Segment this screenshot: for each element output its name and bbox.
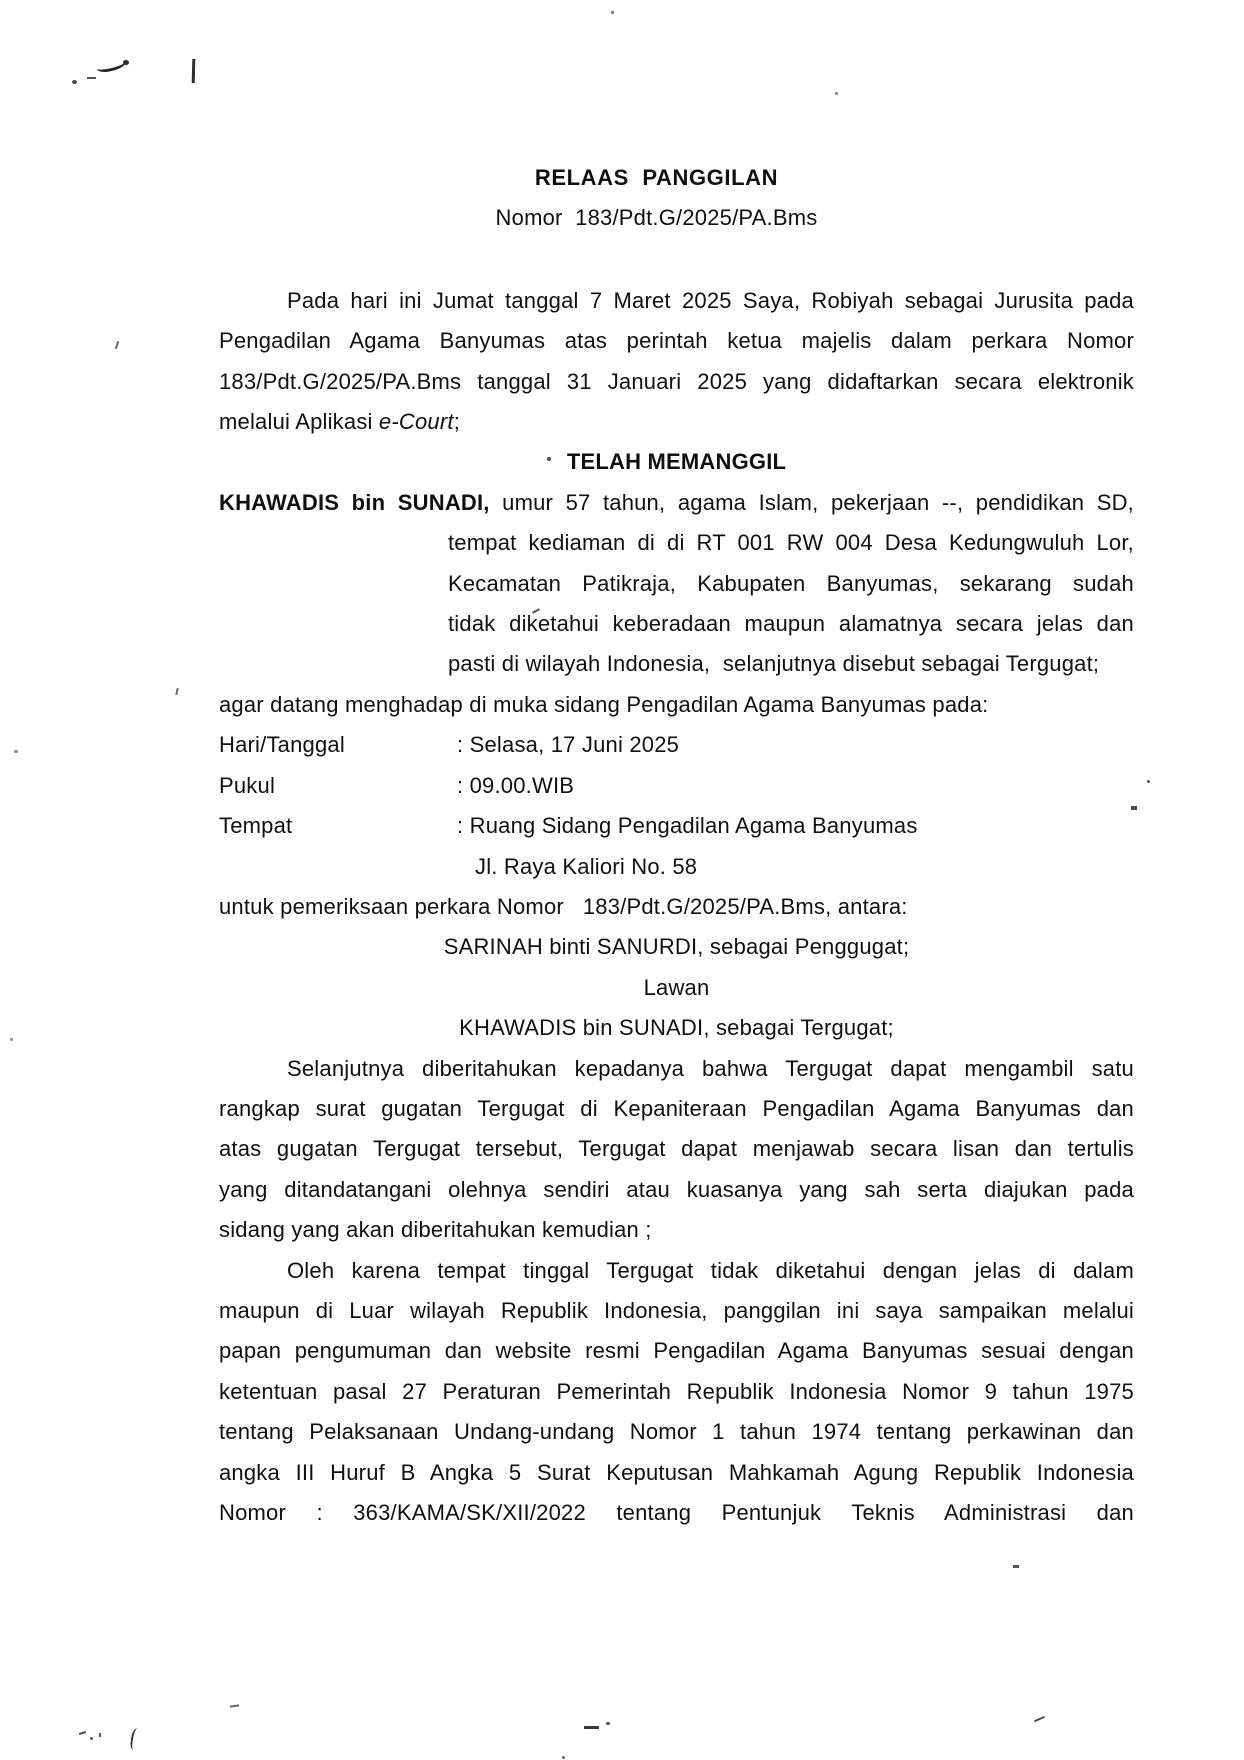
opening-line: Pada hari ini Jumat tanggal 7 Maret 2025 Saya, Robiyah sebagai Jurusita pada	[287, 287, 1134, 313]
publication-line: ketentuan pasal 27 Peraturan Pemerintah Republik Indonesia Nomor 9 tahun 1975	[219, 1378, 1134, 1404]
scan-artifact	[562, 1756, 565, 1759]
defendant-identity-line	[219, 483, 1134, 523]
notice-line: Selanjutnya diberitahukan kepadanya bahwa Tergugat dapat mengambil satu	[287, 1055, 1134, 1081]
document-title: RELAAS PANGGILAN	[534, 165, 779, 190]
ecourt-italic: e-Court	[378, 409, 454, 435]
notice-line: rangkap surat gugatan Tergugat di Kepaniteraan Pengadilan Agama Banyumas dan	[219, 1095, 1134, 1121]
memanggil-heading: TELAH MEMANGGIL	[566, 449, 787, 475]
publication-line: Oleh karena tempat tinggal Tergugat tidak diketahui dengan jelas di dalam	[287, 1257, 1134, 1283]
publication-line: maupun di Luar wilayah Republik Indonesia, panggilan ini saya sampaikan melalui	[219, 1297, 1134, 1323]
defendant-identity-line: tempat kediaman di di RT 001 RW 004 Desa Kedungwuluh Lor,	[448, 530, 1134, 556]
schedule-label: Pukul	[219, 772, 276, 798]
defendant-identity	[219, 483, 1134, 685]
opening-line	[219, 402, 1134, 442]
defendant-identity-line: Kecamatan Patikraja, Kabupaten Banyumas, sekarang sudah	[448, 570, 1134, 596]
schedule-row	[219, 806, 1134, 846]
schedule-value: : 09.00.WIB	[457, 772, 575, 798]
schedule-value: : Selasa, 17 Juni 2025	[457, 732, 680, 758]
schedule-label: Hari/Tanggal	[219, 732, 345, 758]
summon-line: agar datang menghadap di muka sidang Pengadilan Agama Banyumas pada:	[219, 691, 989, 717]
case-number: Nomor 183/Pdt.G/2025/PA.Bms	[495, 205, 818, 231]
schedule-row	[219, 766, 1134, 806]
opening-line-punct: ;	[453, 409, 460, 435]
scan-artifact	[10, 1038, 13, 1041]
scan-artifact	[115, 341, 119, 349]
scan-artifact	[584, 1726, 599, 1729]
hearing-schedule	[219, 725, 1134, 887]
scan-artifact	[1147, 780, 1150, 783]
defendant-identity-line: pasti di wilayah Indonesia, selanjutnya disebut sebagai Tergugat;	[448, 651, 1100, 677]
defendant-line: KHAWADIS bin SUNADI, sebagai Tergugat;	[459, 1015, 894, 1041]
scan-artifact	[192, 59, 196, 83]
scan-artifact	[72, 80, 77, 84]
opening-line: Pengadilan Agama Banyumas atas perintah ketua majelis dalam perkara Nomor	[219, 328, 1134, 354]
scan-artifact	[1131, 806, 1137, 810]
scan-artifact	[90, 1737, 93, 1740]
scan-artifact	[129, 1727, 142, 1750]
plaintiff-line: SARINAH binti SANURDI, sebagai Penggugat;	[443, 934, 910, 960]
publication-paragraph	[219, 1251, 1134, 1534]
notice-paragraph	[219, 1049, 1134, 1251]
scan-artifact	[1013, 1565, 1019, 1568]
scan-artifact	[835, 92, 838, 95]
scan-artifact	[611, 11, 614, 14]
schedule-label: Tempat	[219, 813, 293, 839]
opening-line: 183/Pdt.G/2025/PA.Bms tanggal 31 Januari 2025 yang didaftarkan secara elektronik	[219, 368, 1134, 394]
defendant-identity-line: tidak diketahui keberadaan maupun alamatnya secara jelas dan	[448, 611, 1134, 637]
opening-paragraph	[219, 281, 1134, 443]
court-address-line: Jl. Raya Kaliori No. 58	[475, 853, 698, 879]
defendant-details: umur 57 tahun, agama Islam, pekerjaan --, pendidikan SD,	[489, 489, 1134, 515]
scan-artifact	[14, 750, 18, 753]
scan-artifact	[99, 1733, 101, 1737]
notice-line: sidang yang akan diberitahukan kemudian ;	[219, 1217, 652, 1243]
publication-line: tentang Pelaksanaan Undang-undang Nomor 1 tahun 1974 tentang perkawinan dan	[219, 1419, 1134, 1445]
publication-line: papan pengumuman dan website resmi Pengadilan Agama Banyumas sesuai dengan	[219, 1338, 1134, 1364]
scan-artifact	[547, 457, 551, 461]
case-ref-line: untuk pemeriksaan perkara Nomor 183/Pdt.G/2025/PA.Bms, antara:	[219, 893, 908, 919]
scan-artifact	[230, 1704, 239, 1707]
versus-line: Lawan	[643, 974, 710, 1000]
notice-line: yang ditandatangani olehnya sendiri atau kuasanya yang sah serta diajukan pada	[219, 1176, 1134, 1202]
publication-line: Nomor : 363/KAMA/SK/XII/2022 tentang Pentunjuk Teknis Administrasi dan	[219, 1500, 1134, 1525]
document-header	[199, 158, 1114, 239]
notice-line: atas gugatan Tergugat tersebut, Tergugat dapat menjawab secara lisan dan tertulis	[219, 1136, 1134, 1162]
scan-artifact	[1034, 1716, 1045, 1722]
document-body	[219, 158, 1134, 1533]
schedule-row	[219, 725, 1134, 765]
scan-artifact	[606, 1722, 610, 1725]
scan-artifact	[123, 60, 129, 65]
scan-artifact	[95, 55, 128, 74]
publication-line: angka III Huruf B Angka 5 Surat Keputusan Mahkamah Agung Republik Indonesia	[219, 1459, 1134, 1485]
scan-artifact	[79, 1731, 86, 1735]
defendant-name: KHAWADIS bin SUNADI,	[219, 489, 490, 515]
scan-artifact	[175, 688, 178, 695]
scan-artifact	[87, 77, 96, 79]
schedule-value: : Ruang Sidang Pengadilan Agama Banyumas	[457, 813, 918, 839]
opening-line-text: melalui Aplikasi	[219, 409, 379, 435]
